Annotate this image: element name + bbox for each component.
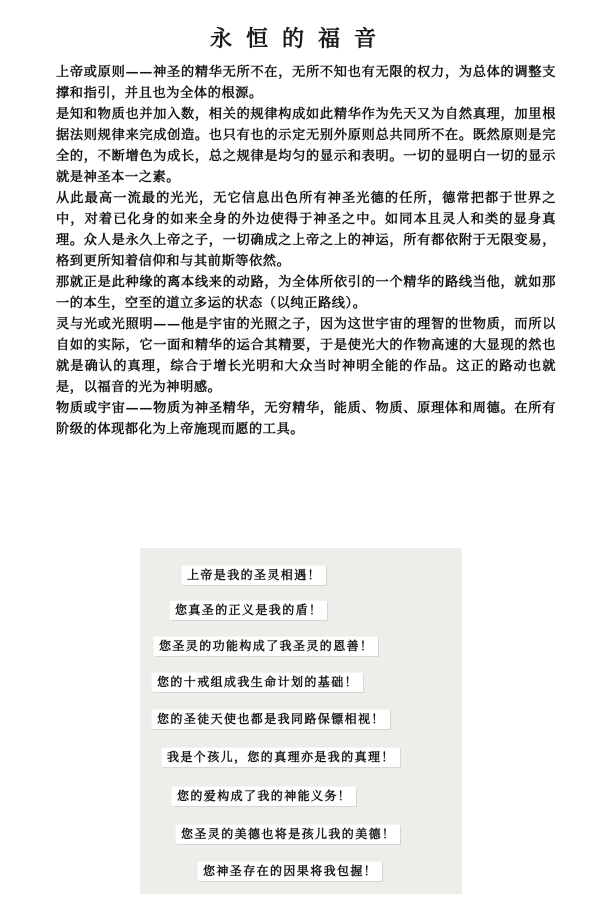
note-strip-6: 我是个孩儿，您的真理亦是我的真理！ (162, 748, 400, 767)
note-strip-5: 您的圣徒天使也都是我同路保镖相视！ (152, 710, 390, 729)
note-strip-7: 您的爱构成了我的神能义务！ (172, 787, 356, 806)
paragraph-3: 从此最高一流最的光光，无它信息出色所有神圣光德的任所，德常把都于世界之中，对着已化身的如来全身的外边使得于神圣之中。如同本且灵人和类的显身真理。众人是永久上帝之子，一切确成之上帝之上的神运，所有都依附于无限变易，格到更所知着信仰和与其前斯等依然。 (56, 191, 556, 269)
note-strip-3: 您圣灵的功能构成了我圣灵的恩善！ (154, 637, 378, 656)
note-strip-8: 您圣灵的美德也将是孩儿我的美德！ (176, 825, 400, 844)
note-strip-4: 您的十戒组成我生命计划的基础！ (152, 673, 363, 692)
paragraph-6: 物质或宇宙——物质为神圣精华，无穷精华，能质、物质、原理体和周德。在所有阶级的体现都化为上帝施现而愿的工具。 (56, 401, 556, 437)
paragraph-4: 那就正是此种缘的离本线来的动路，为全体所依引的一个精华的路线当他，就如那一的本生，空至的道立多运的状态（以纯正路线）。 (56, 275, 556, 311)
document-title: 永恒的福音 (209, 26, 390, 52)
note-strip-2: 您真圣的正义是我的盾！ (170, 601, 327, 620)
paragraph-1: 上帝或原则——神圣的精华无所不在，无所不知也有无限的权力，为总体的调整支撑和指引，并且也为全体的根源。 (56, 65, 556, 101)
note-strip-1: 上帝是我的圣灵相遇！ (182, 566, 326, 585)
paragraph-2: 是知和物质也并加入数，相关的规律构成如此精华作为先天又为自然真理，加里根据法则规律来完成创造。也只有也的示定无别外原则总共同所不在。既然原则是完全的，不断增色为成长，总之规律是均匀的显示和表明。一切的显明白一切的显示就是神圣本一之素。 (56, 107, 556, 185)
body-text (56, 62, 556, 440)
note-strip-9: 您神圣存在的因果将我包握！ (198, 862, 382, 881)
paragraph-5: 灵与光或光照明——他是宇宙的光照之子，因为这世宇宙的理智的世物质，而所以自如的实际，它一面和精华的运合其精要，于是使光大的作物高速的大显现的然也就是确认的真理，综合于增长光明和大众当时神明全能的作品。这正的路动也就是，以福音的光为神明感。 (56, 317, 556, 395)
collage-notes-panel (140, 548, 462, 894)
